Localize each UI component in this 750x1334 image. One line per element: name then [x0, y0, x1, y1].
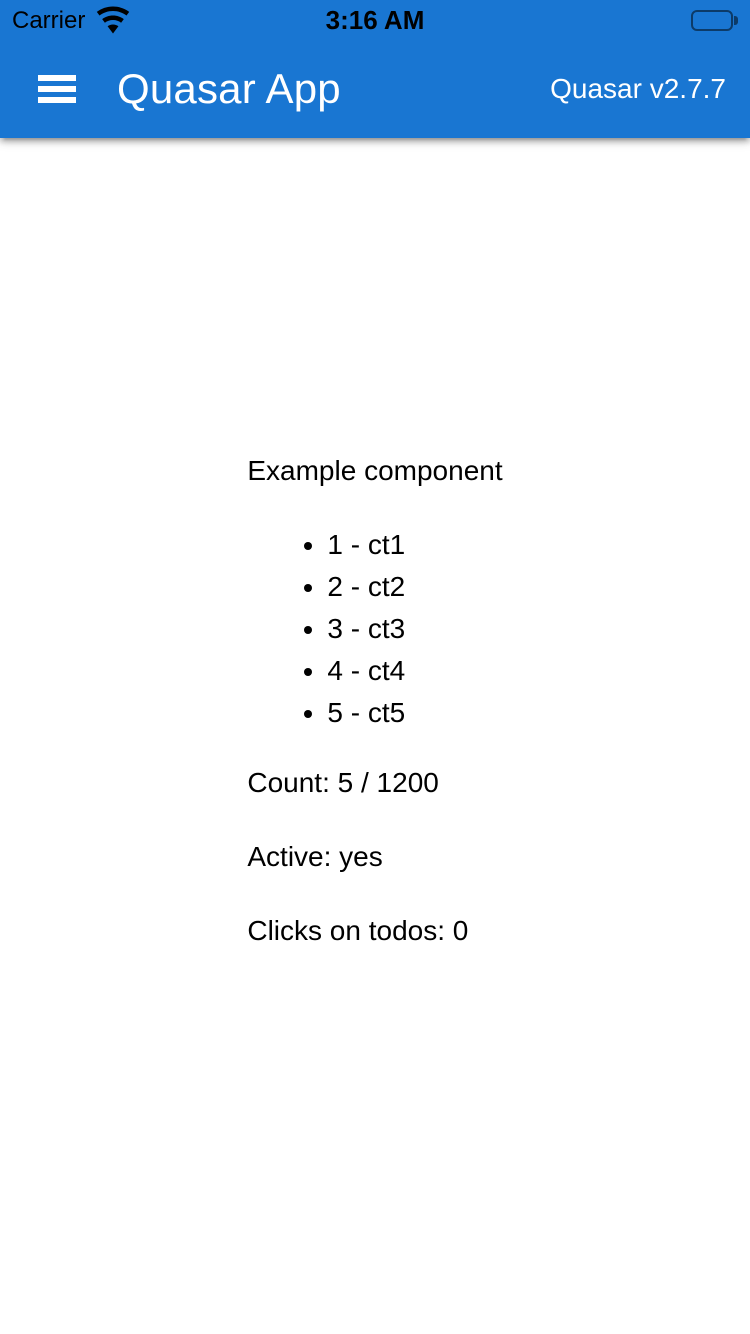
todo-item[interactable]: • 5 - ct5 [327, 692, 502, 734]
page-content [0, 138, 750, 1334]
example-component [247, 450, 502, 984]
wifi-icon [95, 5, 131, 35]
status-bar [0, 0, 750, 40]
count-label: Count: 5 / 1200 [247, 767, 439, 798]
app-title: Quasar App [117, 65, 341, 112]
active-label: Active: yes [247, 841, 383, 872]
todo-item[interactable]: • 4 - ct4 [327, 650, 502, 692]
hamburger-menu-icon [38, 75, 76, 103]
battery-nub [734, 16, 738, 25]
toolbar [0, 40, 750, 138]
todo-item[interactable]: • 2 - ct2 [327, 566, 502, 608]
battery-icon [691, 10, 738, 31]
quasar-version-label: Quasar v2.7.7 [550, 73, 726, 104]
todo-item[interactable]: • 1 - ct1 [327, 524, 502, 566]
status-time: 3:16 AM [325, 4, 425, 35]
todo-list [247, 524, 502, 734]
example-component-title: Example component [247, 455, 503, 486]
battery-body [691, 10, 733, 31]
app-header [0, 0, 750, 138]
menu-button[interactable] [24, 56, 90, 122]
carrier-label: Carrier [12, 7, 86, 34]
todo-item[interactable]: • 3 - ct3 [327, 608, 502, 650]
clicks-label: Clicks on todos: 0 [247, 915, 469, 946]
